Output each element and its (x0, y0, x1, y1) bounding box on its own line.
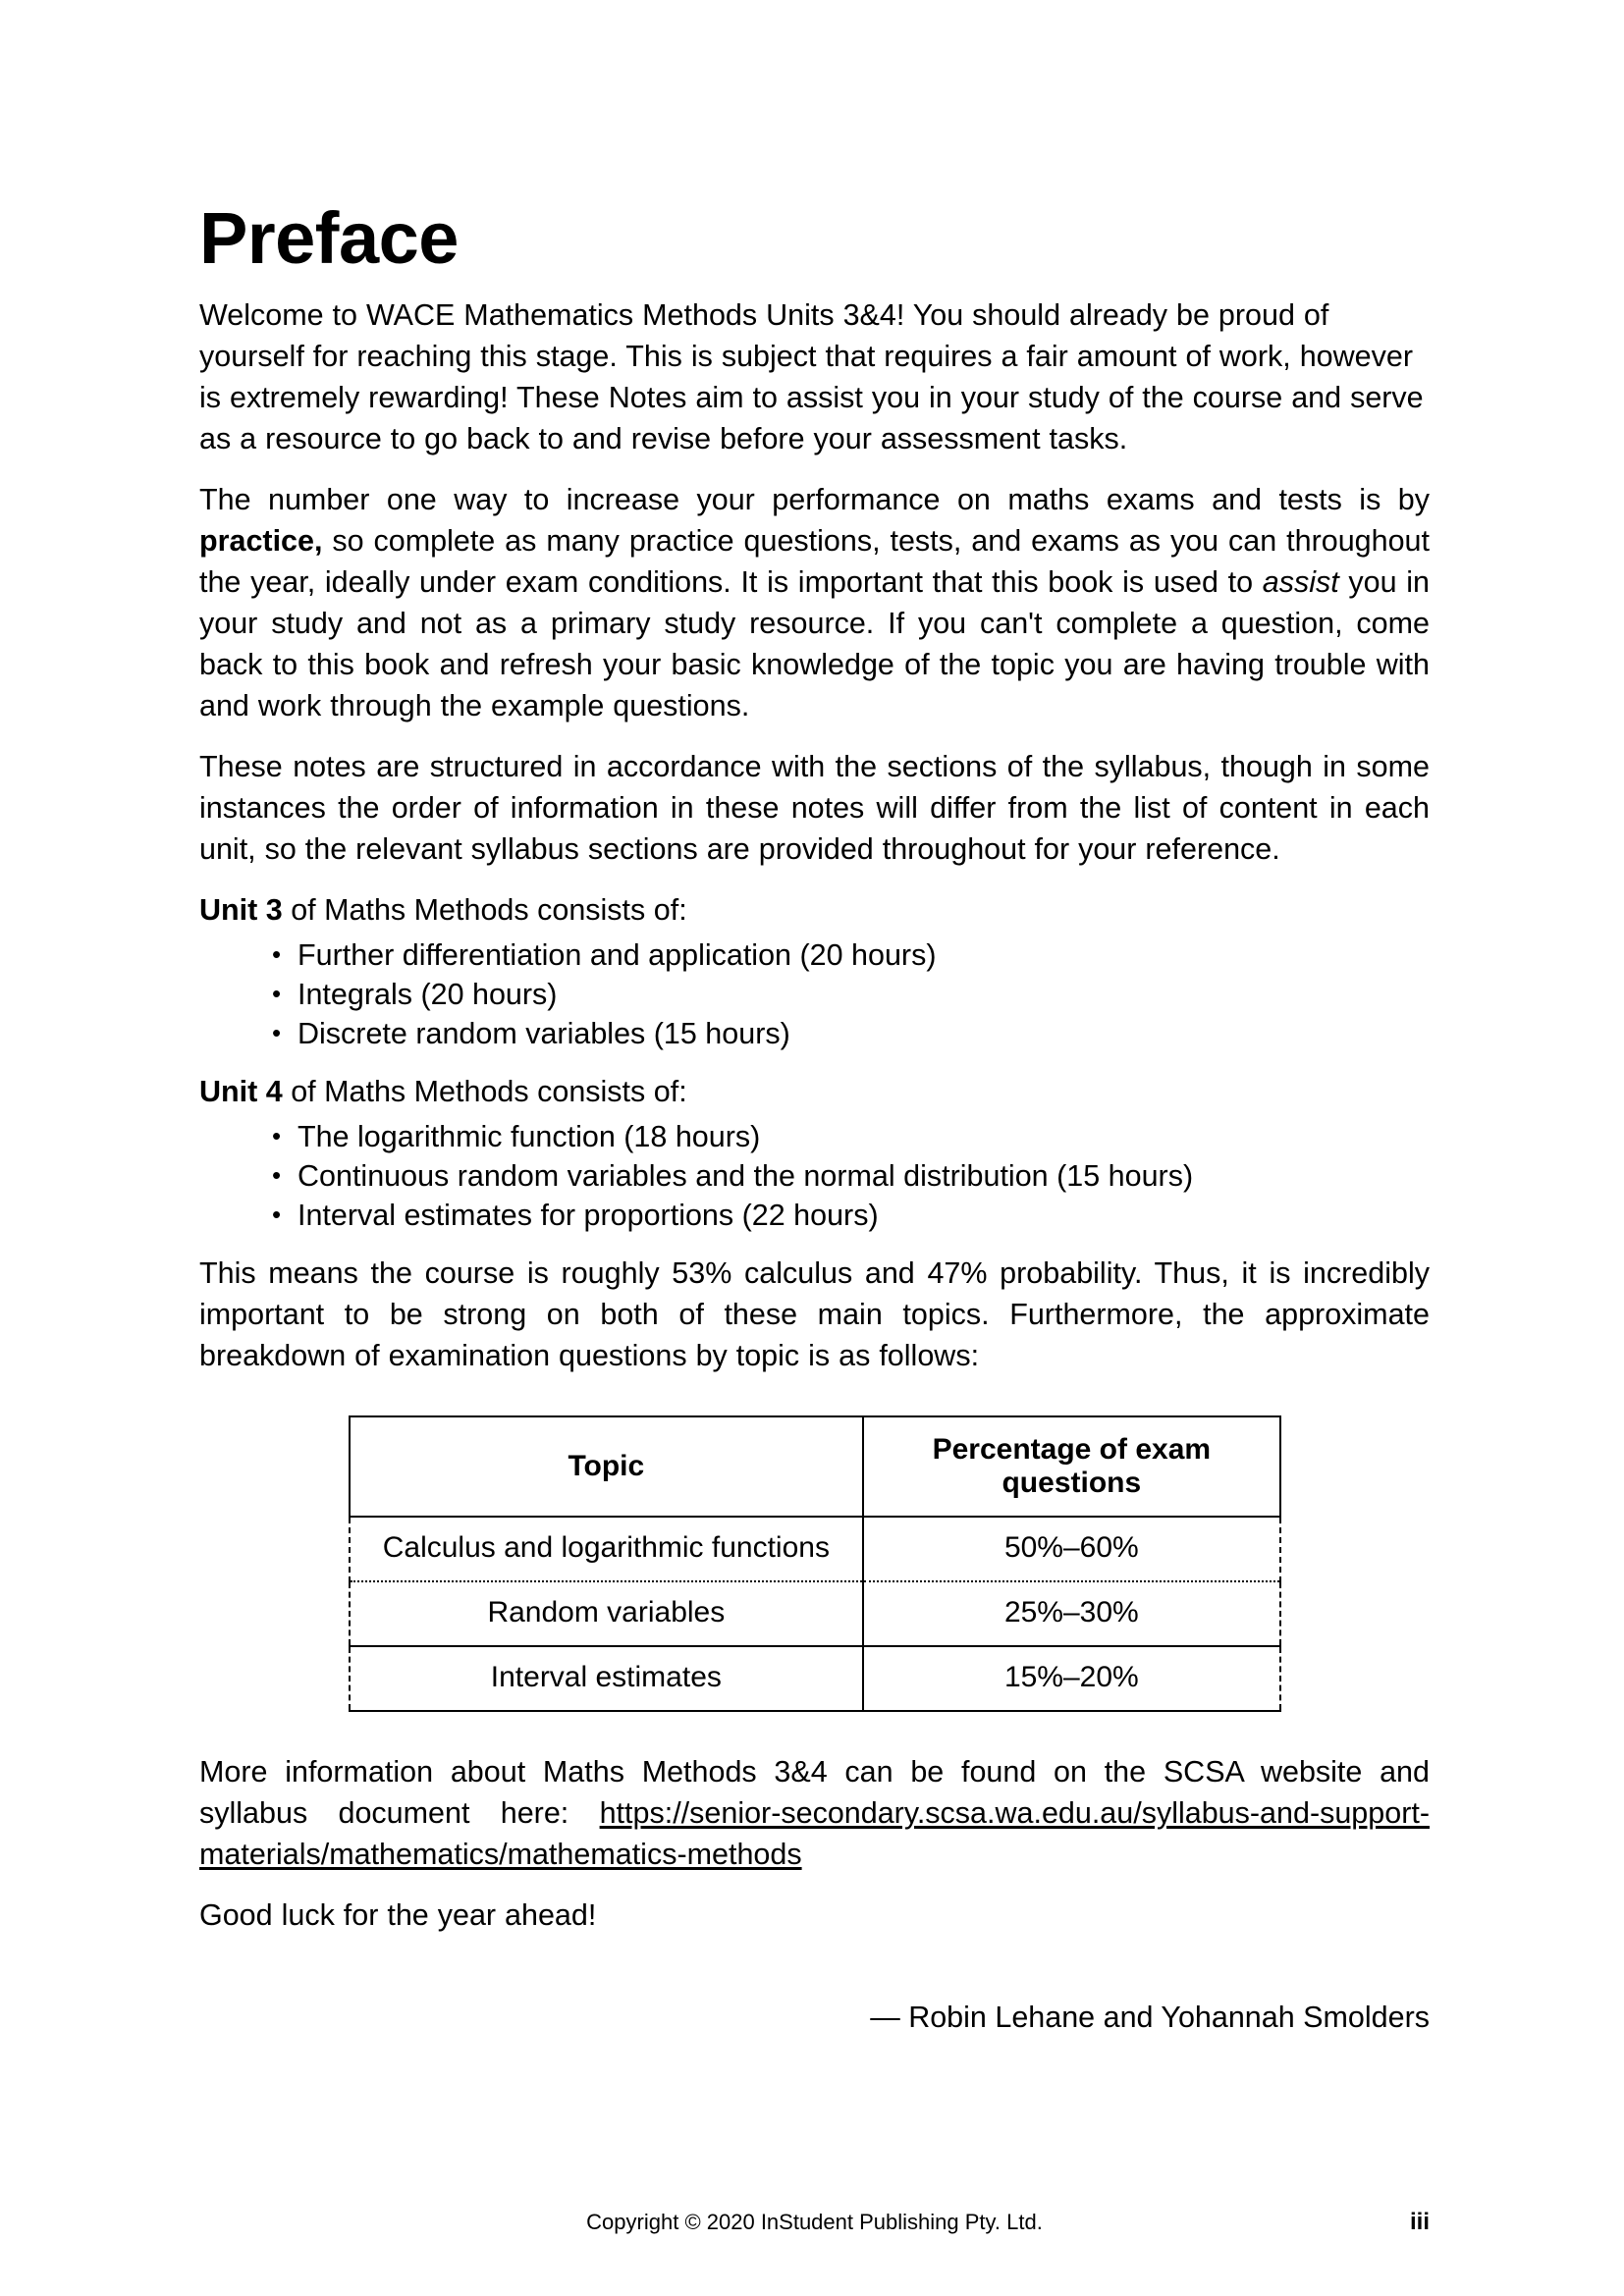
table-header (350, 1416, 1280, 1517)
exam-breakdown-table-wrapper (199, 1415, 1430, 1712)
scsa-syllabus-link[interactable]: https://senior-secondary.scsa.wa.edu.au/syllabus-and-support-materials/mathematics/mathematics-methods (199, 1796, 1430, 1872)
table-cell-percentage: 15%–20% (863, 1646, 1279, 1711)
table-body (350, 1517, 1280, 1711)
structure-paragraph: These notes are structured in accordance with the sections of the syllabus, though in some instances the order of information in these notes will differ from the list of content in each unit, so the relevant syllabus sections are provided throughout for your reference. (199, 750, 1430, 867)
page-content (199, 197, 1430, 2038)
list-item: • Further differentiation and application (20 hours) (272, 936, 1430, 975)
table-cell-topic: Calculus and logarithmic functions (350, 1517, 864, 1581)
table-header-percentage: Percentage of exam questions (863, 1416, 1279, 1517)
list-item: • Continuous random variables and the normal distribution (15 hours) (272, 1157, 1430, 1196)
unit-4-label: Unit 4 (199, 1075, 283, 1109)
unit-4-list (199, 1118, 1430, 1235)
list-item: • The logarithmic function (18 hours) (272, 1118, 1430, 1156)
unit-4-heading-rest: of Maths Methods consists of: (282, 1075, 687, 1109)
table-row (350, 1517, 1280, 1581)
page-footer (199, 2208, 1430, 2241)
more-info-text: More information about Maths Methods 3&4 can be found on the SCSA website and syllabus document here: (199, 1755, 1430, 1831)
footer-page-number: iii (1409, 2209, 1430, 2235)
good-luck-paragraph: Good luck for the year ahead! (199, 1898, 597, 1933)
table-cell-topic: Random variables (350, 1581, 864, 1646)
unit-3-label: Unit 3 (199, 893, 283, 928)
assist-emphasis: assist (1262, 565, 1339, 600)
page-title: Preface (199, 197, 459, 279)
authors-signature: — Robin Lehane and Yohannah Smolders (870, 2001, 1430, 2035)
table-header-topic: Topic (350, 1416, 864, 1517)
unit-4-heading (199, 1071, 1430, 1112)
list-item: • Discrete random variables (15 hours) (272, 1015, 1430, 1053)
list-item: • Integrals (20 hours) (272, 976, 1430, 1014)
table-cell-percentage: 25%–30% (863, 1581, 1279, 1646)
exam-breakdown-table (349, 1415, 1281, 1712)
table-cell-topic: Interval estimates (350, 1646, 864, 1711)
table-header-row (350, 1416, 1280, 1517)
unit-3-heading (199, 889, 1430, 931)
breakdown-paragraph: This means the course is roughly 53% calculus and 47% probability. Thus, it is incredibly important to be strong on both of these main topics. Furthermore, the approximate breakdown of examination questions by topic is as follows: (199, 1256, 1430, 1373)
practice-paragraph-part-2: so complete as many practice questions, tests, and exams as you can throughout the year, ideally under exam conditions. It is important that this book is used to (199, 524, 1430, 600)
practice-emphasis: practice, (199, 524, 323, 559)
unit-3-list (199, 936, 1430, 1053)
practice-paragraph-part-1: The number one way to increase your performance on maths exams and tests is by (199, 483, 1430, 517)
intro-paragraph: Welcome to WACE Mathematics Methods Units 3&4! You should already be proud of yourself for reaching this stage. This is subject that requires a fair amount of work, however is extremely rewarding! These Notes aim to assist you in your study of the course and serve as a resource to go back to and revise before your assessment tasks. (199, 298, 1424, 456)
footer-copyright: Copyright © 2020 InStudent Publishing Pty. Ltd. (586, 2210, 1043, 2234)
practice-paragraph (199, 479, 1430, 726)
table-row (350, 1581, 1280, 1646)
unit-3-heading-rest: of Maths Methods consists of: (282, 893, 687, 928)
table-cell-percentage: 50%–60% (863, 1517, 1279, 1581)
table-row (350, 1646, 1280, 1711)
list-item: • Interval estimates for proportions (22 hours) (272, 1197, 1430, 1235)
practice-paragraph-part-3: you in your study and not as a primary study resource. If you can't complete a question, come back to this book and refresh your basic knowledge of the topic you are having trouble with and work through the example questions. (199, 565, 1430, 723)
more-info-paragraph (199, 1751, 1430, 1875)
